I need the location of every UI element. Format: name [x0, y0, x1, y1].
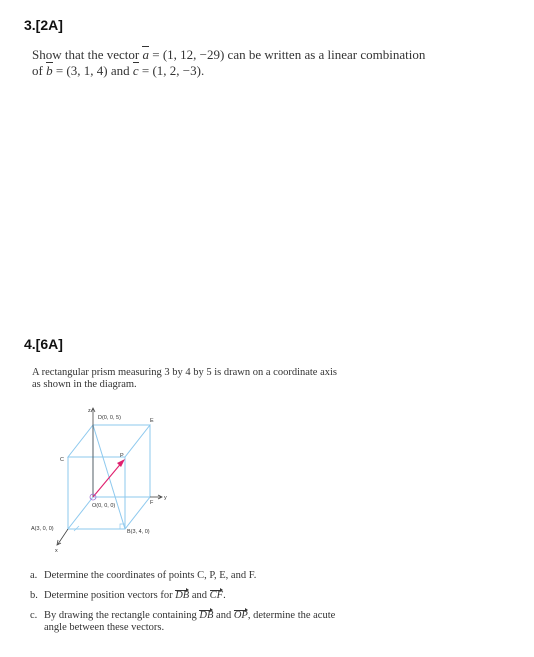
question-4-intro-line-2: as shown in the diagram. — [32, 379, 137, 390]
vector-op-c: OP — [233, 610, 248, 621]
label-y: y — [164, 495, 167, 501]
part-b: b. Determine position vectors for DB and CF. — [30, 590, 226, 601]
vector-db-c: DB — [199, 610, 214, 621]
label-d: D(0, 0, 5) — [98, 415, 121, 421]
label-f: F — [150, 500, 154, 506]
part-a: a. Determine the coordinates of points C, P, E, and F. — [30, 570, 257, 581]
label-o: O(0, 0, 0) — [92, 503, 116, 509]
vector-a: a — [142, 47, 149, 62]
question-4-intro-line-1: A rectangular prism measuring 3 by 4 by 5 is drawn on a coordinate axis — [32, 367, 338, 378]
part-c: c. By drawing the rectangle containing DB and OP, determine the acute angle between these vectors. — [30, 610, 336, 633]
vector-cf: CF — [209, 590, 224, 601]
label-p: P — [120, 453, 124, 459]
label-x: x — [55, 548, 58, 554]
question-3-text — [32, 47, 512, 79]
question-3-heading: 3.[2A] — [24, 17, 63, 33]
x-axis — [58, 529, 68, 544]
vector-db: DB — [175, 590, 190, 601]
label-z: z — [88, 408, 91, 414]
prism-top-face — [68, 425, 150, 457]
vector-c: c — [132, 63, 139, 78]
question-3-line-2: of b = (3, 1, 4) and c = (1, 2, −3). — [32, 63, 205, 78]
label-e: E — [150, 418, 154, 424]
vector-b: b — [46, 63, 53, 78]
label-c: C — [60, 457, 64, 463]
prism-diagram — [30, 403, 180, 563]
label-a: A(3, 0, 0) — [31, 526, 54, 532]
question-4-intro — [32, 367, 392, 391]
question-4-parts — [30, 570, 430, 642]
vector-op — [93, 459, 125, 497]
label-b: B(3, 4, 0) — [127, 529, 150, 535]
question-3-line-1: Show that the vector a = (1, 12, −29) can be written as a linear combination — [32, 47, 426, 62]
question-4-heading: 4.[6A] — [24, 336, 63, 352]
prism-bottom-face — [68, 497, 150, 529]
